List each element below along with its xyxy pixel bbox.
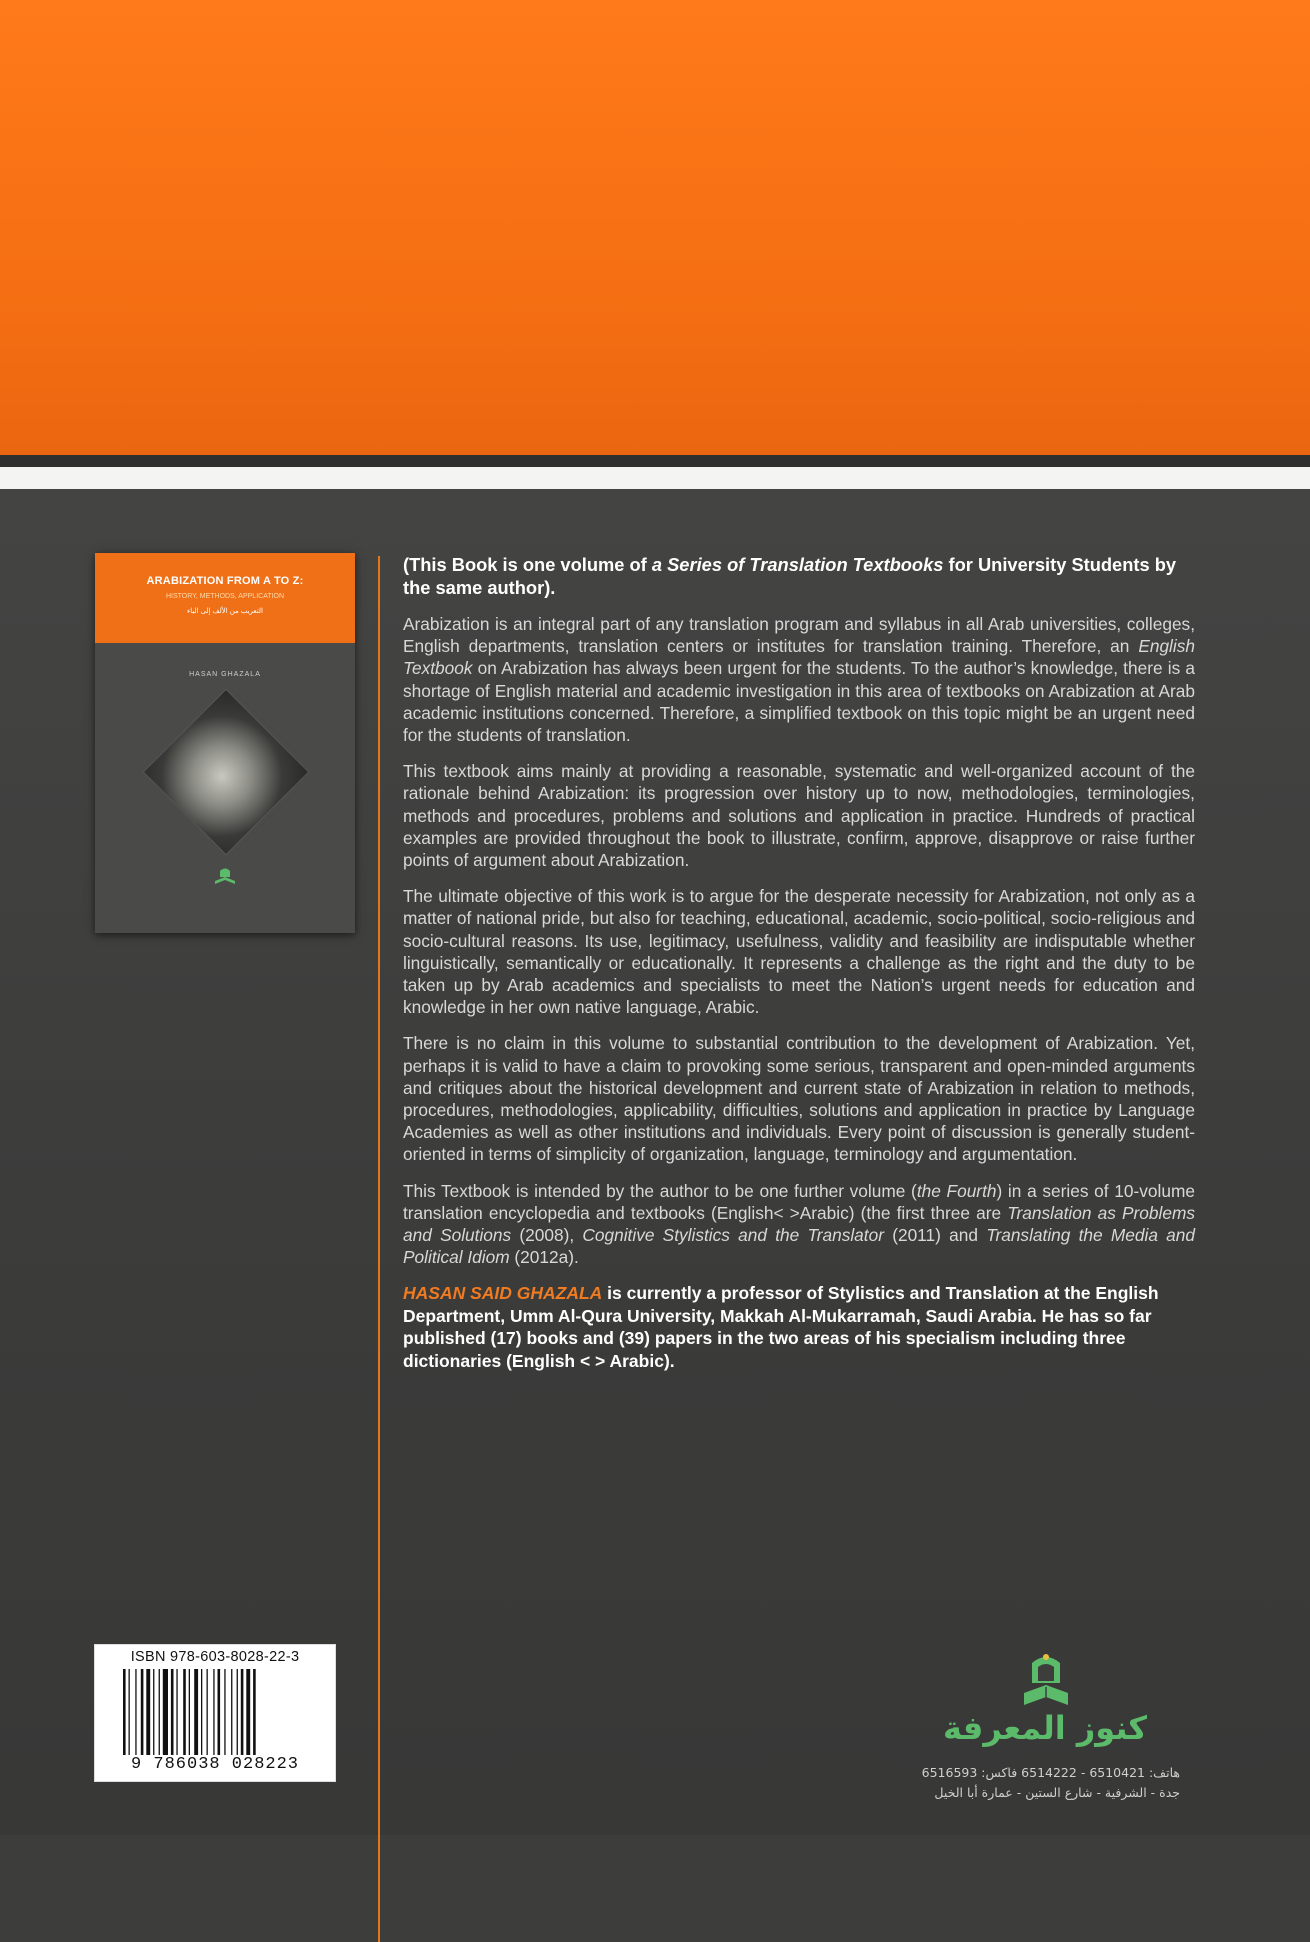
barcode-bar	[141, 1669, 144, 1755]
barcode-bar	[189, 1669, 190, 1755]
barcode-bar	[224, 1669, 225, 1755]
barcode-bar	[207, 1669, 208, 1755]
barcode-bar	[201, 1669, 202, 1755]
barcode-bar	[194, 1669, 198, 1755]
barcode-bar	[218, 1669, 221, 1755]
barcode-bar	[171, 1669, 174, 1755]
accent-vertical-rule	[378, 556, 380, 1942]
author-name: HASAN SAID GHAZALA	[403, 1283, 603, 1304]
divider-dark-strip	[0, 455, 1310, 467]
barcode-bar	[253, 1669, 256, 1755]
barcode-bar	[237, 1669, 238, 1755]
back-cover-text	[403, 553, 1195, 1372]
paragraph-4: There is no claim in this volume to substantial contribution to the development of Arabization. Yet, perhaps it is valid to have a claim to provoking some serious, transparent and open-minded arguments and critiques about the historical development and current state of Arabization in relation to methods, procedures, methodologies, applicability, difficulties, solutions and application in practice by Language Academies as well as other institutions and individuals. Every point of discussion is generally student-oriented in terms of simplicity of organization, language, terminology and argumentation.	[403, 1033, 1195, 1165]
thumbnail-arabic-subtitle: التعريب من الألف إلى الياء	[187, 608, 263, 615]
author-bio: HASAN SAID GHAZALA is currently a professor of Stylistics and Translation at the English Department, Umm Al-Qura University, Makkah Al-Mukarramah, Saudi Arabia. He has so far published (17) books and (39) papers in the two areas of his specialism including three dictionaries (English < > Arabic).	[403, 1283, 1159, 1371]
barcode-bar	[241, 1669, 244, 1755]
barcode-bar	[163, 1669, 168, 1755]
barcode-bar	[159, 1669, 160, 1755]
open-book-logo-icon	[1022, 1653, 1070, 1713]
barcode-number: 9 786038 028223	[130, 1755, 300, 1774]
divider-white-strip	[0, 467, 1310, 489]
barcode-bar	[153, 1669, 154, 1755]
paragraph-2: This textbook aims mainly at providing a reasonable, systematic and well-organized account of the rationale behind Arabization: its progression over history up to now, methodologies, terminologies, methods and procedures, problems and solutions and application in practice. Hundreds of practical examples are provided throughout the book to illustrate, confirm, approve, disapprove or raise further points of argument about Arabization.	[403, 761, 1195, 871]
publisher-name: كنوز المعرفة	[942, 1709, 1148, 1747]
barcode-bar	[176, 1669, 177, 1755]
barcode-bar	[146, 1669, 150, 1755]
barcode-bar	[129, 1669, 130, 1755]
barcode-bar	[246, 1669, 250, 1755]
thumbnail-subtitle: HISTORY, METHODS, APPLICATION	[165, 593, 285, 600]
barcode-bar	[183, 1669, 186, 1755]
isbn-barcode	[94, 1644, 336, 1782]
paragraph-3: The ultimate objective of this work is to argue for the desperate necessity for Arabization, not only as a matter of national pride, but also for teaching, educational, academic, socio-political, socio-religious and socio-cultural reasons. Its use, legitimacy, usefulness, validity and feasibility are indisputable whether linguistically, semantically or educationally. It represents a challenge as the right and the duty to be taken up by Arab academics and specialists to meet the Nation’s urgent needs for education and knowledge in her own native language, Arabic.	[403, 886, 1195, 1018]
orange-top-band	[0, 0, 1310, 455]
thumbnail-title: ARABIZATION FROM A TO Z:	[146, 575, 304, 587]
barcode-bars	[123, 1669, 323, 1755]
thumbnail-photo	[143, 689, 310, 856]
barcode-bar	[123, 1669, 126, 1755]
series-note: (This Book is one volume of a Series of Translation Textbooks for University Students by the same author).	[403, 554, 1177, 598]
thumbnail-author: HASAN GHAZALA	[189, 671, 261, 678]
barcode-bar	[231, 1669, 232, 1755]
publisher-block	[910, 1653, 1180, 1813]
barcode-bar	[213, 1669, 214, 1755]
paragraph-1: Arabization is an integral part of any translation program and syllabus in all Arab universities, colleges, English departments, translation centers or institutes for translation training. Therefore, an English Textbook on Arabization has always been urgent for the students. To the author’s knowledge, there is a shortage of English material and academic investigation in this area of textbooks on Arabization at Arab academic institutions concerned. Therefore, a simplified textbook on this topic might be an urgent need for the students of translation.	[403, 614, 1195, 746]
front-cover-thumbnail	[95, 553, 355, 933]
barcode-bar	[135, 1669, 136, 1755]
publisher-phone: هاتف: 6510421 - 6514222 فاكس: 6516593	[921, 1765, 1180, 1780]
thumbnail-publisher-logo-icon	[213, 865, 237, 885]
paragraph-5: This Textbook is intended by the author to be one further volume (the Fourth) in a series of 10-volume translation encyclopedia and textbooks (English< >Arabic) (the first three are Translation as Problems and Solutions (2008), Cognitive Stylistics and the Translator (2011) and Translating the Media and Political Idiom (2012a).	[403, 1180, 1196, 1268]
publisher-address: جدة - الشرفية - شارع الستين - عمارة أبا الخيل	[934, 1785, 1180, 1800]
isbn-text: ISBN 978-603-8028-22-3	[130, 1649, 300, 1665]
